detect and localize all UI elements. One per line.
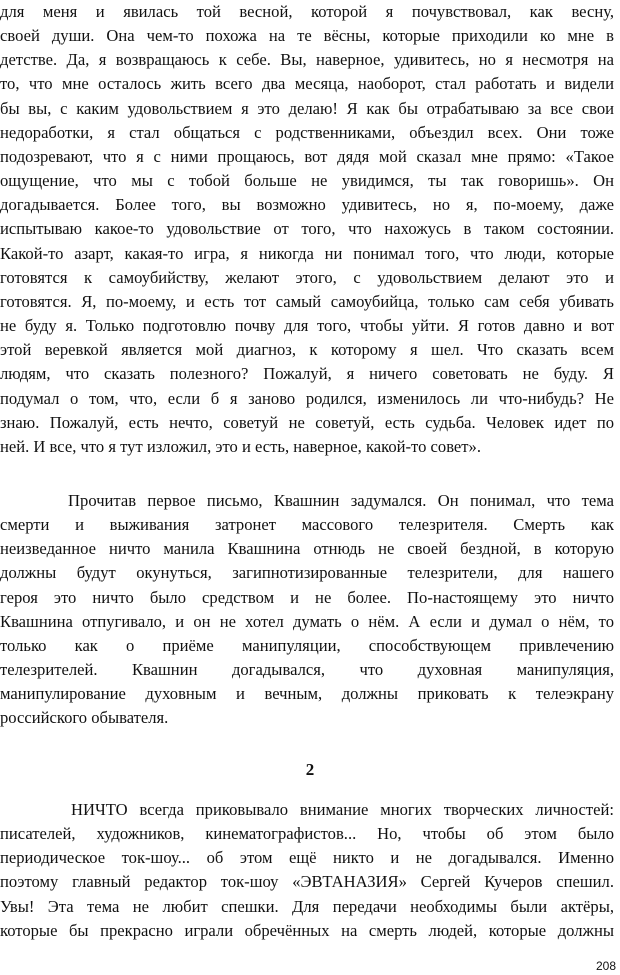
text-line: готовятся. Я, по-моему, и есть тот самый самоубийца, только сам себя убивать: [0, 291, 614, 311]
chapter-number: 2: [305, 760, 315, 779]
text-line: знаю. Пожалуй, есть нечто, советуй не советуй, есть судьба. Человек идет по: [0, 412, 614, 432]
text-line: должны будут окунуться, загипнотизированные телезрители, для нашего: [0, 563, 614, 583]
text-line: Какой-то азарт, какая-то игра, я никогда ни понимал того, что люди, которые: [0, 243, 614, 263]
text-line: детстве. Да, я возвращаюсь к себе. Вы, наверное, удивитесь, но я несмотря на: [0, 50, 614, 70]
text-line: недоработки, я стал общаться с родственниками, объездил всех. Они тоже: [0, 122, 614, 142]
text-line: испытываю какое-то удовольствие от того, что нахожусь в таком состоянии.: [0, 219, 614, 239]
text-line: только как о приёме манипуляции, способствующем привлечению: [0, 635, 614, 655]
paragraph-kvashnin-reflection: [0, 489, 614, 731]
text-line: Квашнина отпугивало, и он не хотел думать о нём. А если и думал о нём, то: [0, 611, 614, 631]
text-line: неизведанное ничто манила Квашнина отнюдь не своей бездной, в которую: [0, 539, 614, 559]
text-line: догадывается. Более того, вы возможно удивитесь, но я, по-моему, даже: [0, 195, 614, 215]
text-line: смерти и выживания затронет массового телезрителя. Смерть как: [0, 515, 614, 535]
text-line: то, что мне осталось жить всего два месяца, наоборот, стал работать и видели: [0, 74, 614, 94]
text-line: этой веревкой является мой диагноз, к которому я шел. Что сказать всем: [0, 340, 614, 360]
text-line: подумал о том, что, если б я заново родился, изменилось ли что-нибудь? Не: [0, 388, 614, 408]
text-line: Увы! Эта тема не любит спешки. Для передачи необходимы были актёры,: [0, 896, 614, 916]
paragraph-nothing-talkshow: [0, 798, 614, 943]
text-line: манипулирование духовным и вечным, должны приковать к телеэкрану: [0, 684, 614, 704]
text-line: своей души. Она чем-то похожа на те вёсны, которые приходили ко мне в: [0, 26, 614, 46]
text-line: не буду я. Только подготовлю почву для того, чтобы уйти. Я готов давно и вот: [0, 316, 614, 336]
text-line: героя это ничто было средством и не более. По-настоящему это ничто: [0, 587, 614, 607]
text-line: ощущение, что мы с тобой больше не увидимся, ты так говоришь». Он: [0, 171, 614, 191]
page-number: 208: [595, 959, 616, 973]
text-line: подозревают, что я с ними прощаюсь, вот дядя мой сказал мне прямо: «Такое: [0, 146, 614, 166]
text-line: поэтому главный редактор ток-шоу «ЭВТАНАЗИЯ» Сергей Кучеров спешил.: [0, 872, 614, 892]
text-line: для меня и явилась той весной, которой я почувствовал, как весну,: [0, 2, 614, 21]
text-line: людям, что сказать полезного? Пожалуй, я ничего советовать не буду. Я: [0, 364, 614, 384]
text-line: готовятся к самоубийству, желают этого, с удовольствием делают это и: [0, 267, 614, 287]
text-line: ней. И все, что я тут изложил, это и есть, наверное, какой-то совет».: [0, 436, 481, 456]
text-line: Прочитав первое письмо, Квашнин задумался. Он понимал, что тема: [0, 491, 614, 510]
text-line: НИЧТО всегда приковывало внимание многих творческих личностей:: [0, 800, 614, 819]
paragraph-letter-continuation: [0, 0, 614, 459]
text-line: писателей, художников, кинематографистов... Но, чтобы об этом было: [0, 824, 614, 844]
text-line: периодическое ток-шоу... об этом ещё никто и не догадывался. Именно: [0, 848, 614, 868]
text-line: которые бы прекрасно играли обречённых на смерть людей, которые должны: [0, 920, 614, 940]
text-line: телезрителей. Квашнин догадывался, что духовная манипуляция,: [0, 660, 614, 680]
text-line: бы вы, с каким удовольствием я это делаю! Я как бы отрабатываю за все свои: [0, 98, 614, 118]
text-line: российского обывателя.: [0, 708, 169, 728]
